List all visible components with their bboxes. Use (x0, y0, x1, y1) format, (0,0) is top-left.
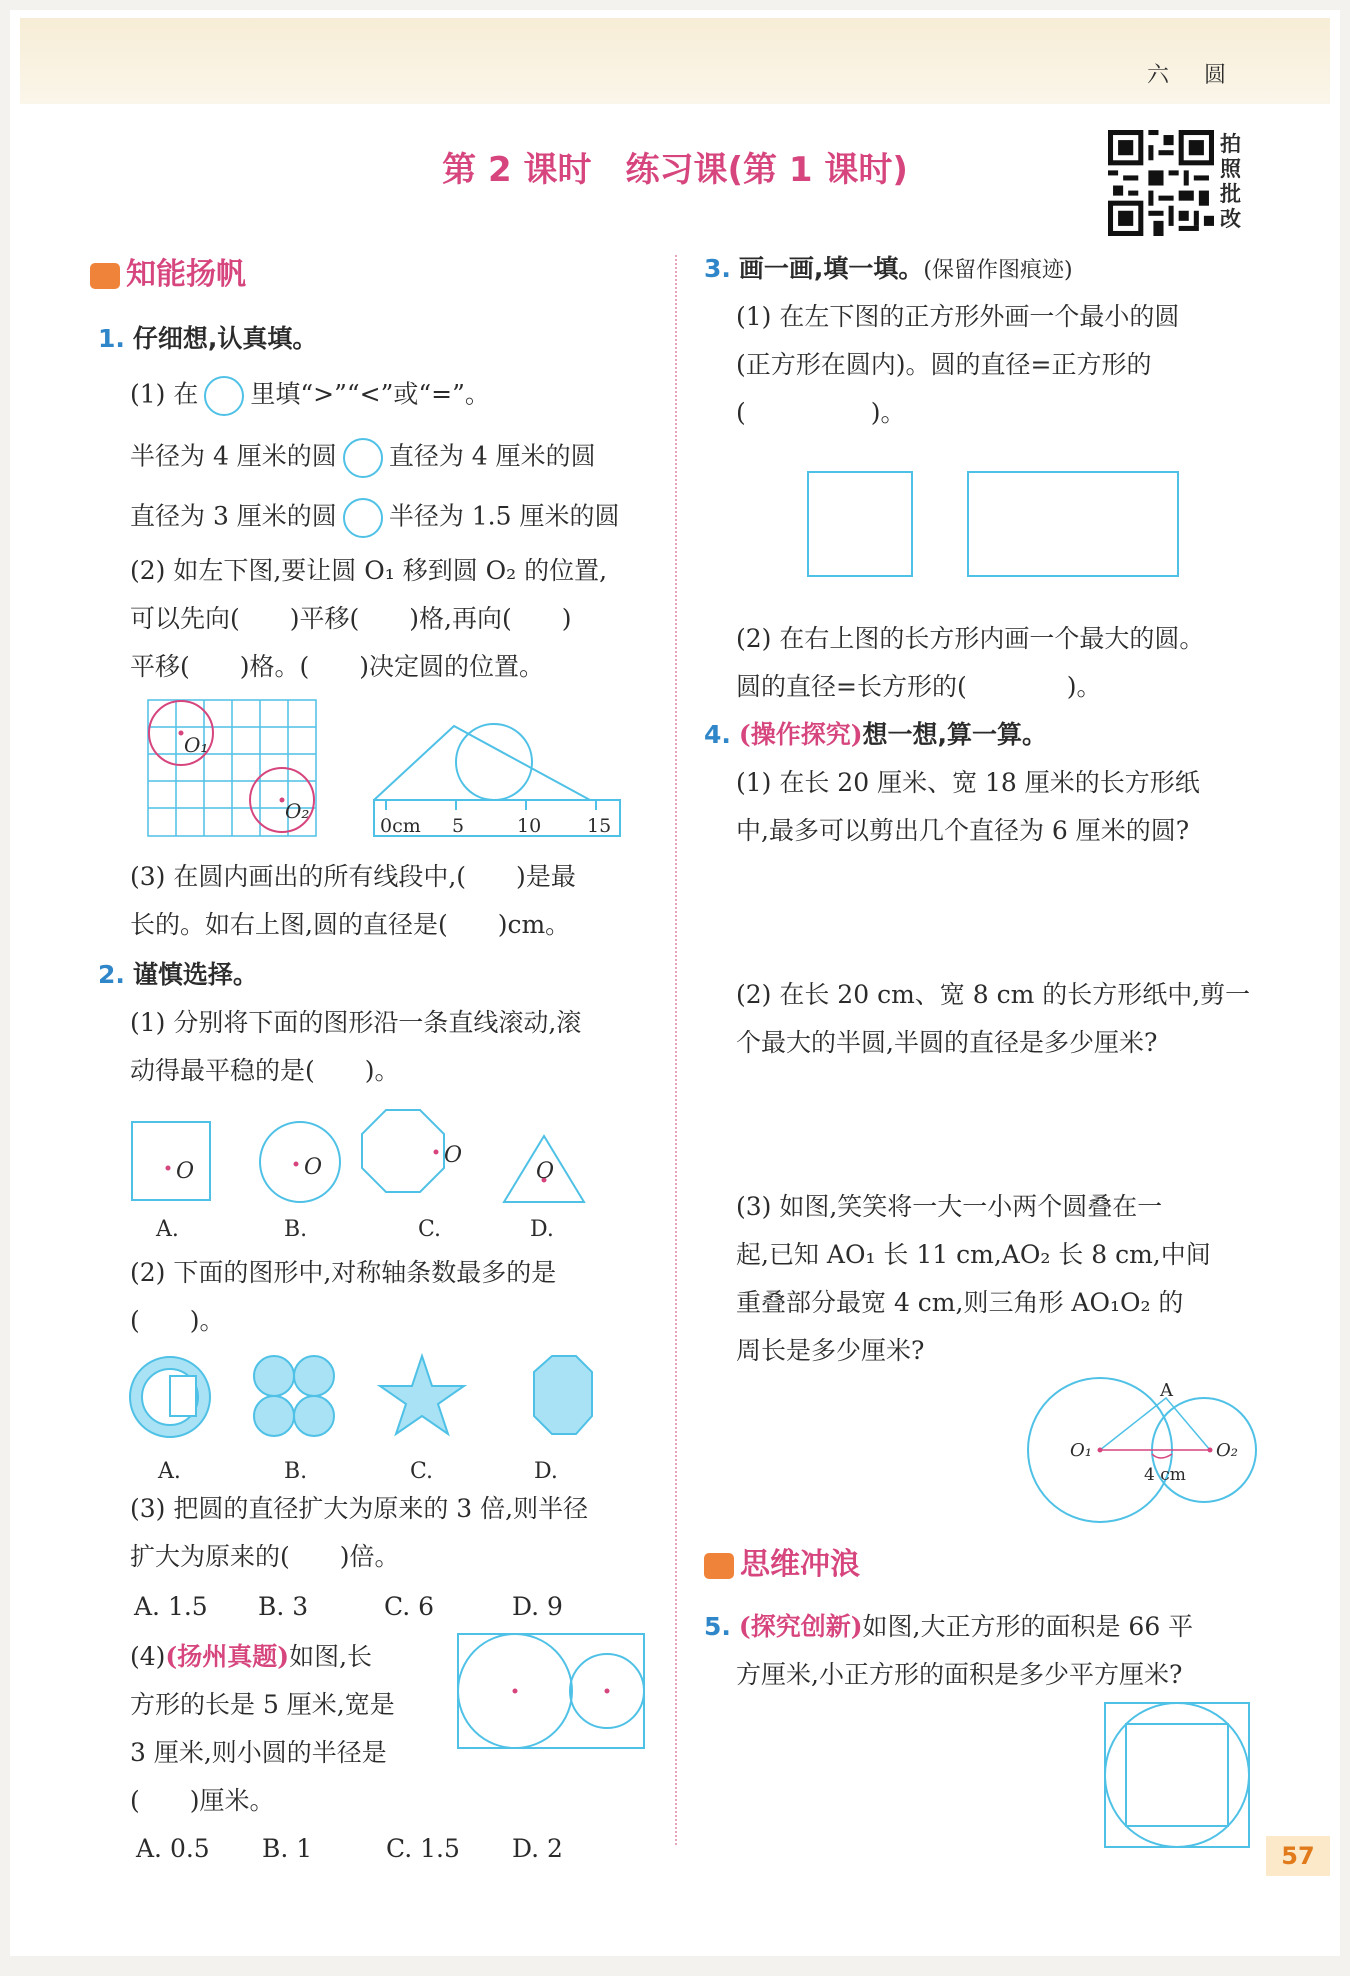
q2-part4-line2: 方形的长是 5 厘米,宽是 (130, 1690, 395, 1719)
compare-answer-circle-1[interactable] (343, 438, 383, 478)
q2-part4-line3: 3 厘米,则小圆的半径是 (130, 1738, 387, 1767)
q4-part3-line1: (3) 如图,笑笑将一大一小两个圆叠在一 (736, 1192, 1163, 1221)
q3-heading: 3. 画一画,填一填。(保留作图痕迹) (704, 254, 1073, 283)
q1-compare-row-1: 半径为 4 厘米的圆 直径为 4 厘米的圆 (130, 438, 596, 478)
compare-answer-circle-2[interactable] (343, 498, 383, 538)
grid-two-circles-figure (148, 700, 318, 840)
q4-part3-line2: 起,已知 AO₁ 长 11 cm,AO₂ 长 8 cm,中间 (736, 1240, 1211, 1269)
page-number: 57 (1266, 1836, 1330, 1876)
ruler-tick-5: 5 (452, 815, 465, 837)
option-d-2: D. (534, 1459, 558, 1484)
q2-part3-option-c[interactable]: C. 6 (384, 1592, 435, 1621)
qr-code-icon[interactable] (1108, 130, 1214, 236)
header-band (20, 18, 1330, 104)
option-b-2: B. (284, 1459, 308, 1484)
label-4cm: 4 cm (1144, 1465, 1186, 1485)
q2-part4-option-b[interactable]: B. 1 (262, 1834, 313, 1863)
label-fig-o1: O₁ (1070, 1440, 1092, 1461)
q2-part3-line1: (3) 把圆的直径扩大为原来的 3 倍,则半径 (130, 1494, 589, 1523)
innovation-tag: (探究创新) (738, 1612, 863, 1641)
q4-part2-line1: (2) 在长 20 cm、宽 8 cm 的长方形纸中,剪一 (736, 980, 1251, 1009)
center-o-c: O (444, 1143, 463, 1168)
q1-part2-line1: (2) 如左下图,要让圆 O₁ 移到圆 O₂ 的位置, (130, 556, 608, 585)
q2-part3-option-b[interactable]: B. 3 (258, 1592, 309, 1621)
q2-part1-line1: (1) 分别将下面的图形沿一条直线滚动,滚 (130, 1008, 582, 1037)
section-siwei-chonglang: 思维冲浪 (704, 1550, 860, 1580)
wave-icon (704, 1553, 734, 1579)
q2-part4-option-c[interactable]: C. 1.5 (386, 1834, 460, 1863)
q4-part2-line2: 个最大的半圆,半圆的直径是多少厘米? (736, 1028, 1158, 1057)
rolling-shapes-figure (128, 1106, 608, 1246)
sail-icon (90, 263, 120, 289)
symmetry-shapes-figure (130, 1352, 610, 1482)
q2-part4-option-d[interactable]: D. 2 (512, 1834, 563, 1863)
page-title: 第 2 课时 练习课(第 1 课时) (442, 150, 908, 190)
label-fig-o2: O₂ (1216, 1440, 1238, 1461)
q4-part3-line4: 周长是多少厘米? (736, 1336, 925, 1365)
circle-on-ruler-figure (372, 718, 622, 840)
q2-part4-line4: ( )厘米。 (130, 1786, 275, 1815)
workbook-page (10, 10, 1340, 1956)
ruler-tick-0: 0cm (380, 815, 421, 837)
center-o-b: O (304, 1155, 323, 1180)
q1-heading: 1. 仔细想,认真填。 (98, 324, 318, 353)
option-c-2: C. (410, 1459, 434, 1484)
q2-part3-line2: 扩大为原来的( )倍。 (130, 1542, 400, 1571)
label-a: A (1160, 1380, 1173, 1401)
option-b: B. (284, 1217, 308, 1242)
rectangle-two-circles-figure (456, 1632, 646, 1752)
q2-part2-line1: (2) 下面的图形中,对称轴条数最多的是 (130, 1258, 557, 1287)
label-o2: O₂ (285, 799, 310, 823)
q3-part2-line1: (2) 在右上图的长方形内画一个最大的圆。 (736, 624, 1205, 653)
q2-part4-option-a[interactable]: A. 0.5 (136, 1834, 210, 1863)
q2-part3-option-d[interactable]: D. 9 (512, 1592, 563, 1621)
q4-part1-line2: 中,最多可以剪出几个直径为 6 厘米的圆? (736, 816, 1190, 845)
q1-part2-line3: 平移( )格。( )决定圆的位置。 (130, 652, 545, 681)
column-divider (675, 255, 677, 1845)
q4-part1-line1: (1) 在长 20 厘米、宽 18 厘米的长方形纸 (736, 768, 1200, 797)
compare-circle-sample (204, 376, 244, 416)
q1-part1-instruction: (1) 在 里填“>”“<”或“=”。 (130, 376, 490, 416)
yangzhou-tag: (扬州真题) (165, 1642, 290, 1671)
q2-part4-line1: (4)(扬州真题)如图,长 (130, 1642, 373, 1671)
q3-part1-line3: ( )。 (736, 398, 906, 427)
q3-part1-line1: (1) 在左下图的正方形外画一个最小的圆 (736, 302, 1180, 331)
center-o-a: O (176, 1159, 195, 1184)
q3-part1-line2: (正方形在圆内)。圆的直径=正方形的 (736, 350, 1152, 379)
option-a-2: A. (158, 1459, 181, 1484)
q2-part2-line2: ( )。 (130, 1306, 225, 1335)
option-d: D. (530, 1217, 554, 1242)
q1-part3-line1: (3) 在圆内画出的所有线段中,( )是最 (130, 862, 576, 891)
center-o-d: O (536, 1159, 555, 1184)
qr-caption: 拍照批改 (1220, 132, 1241, 231)
ruler-tick-15: 15 (587, 815, 612, 837)
option-a: A. (156, 1217, 179, 1242)
square-and-rectangle-figure (806, 470, 1186, 578)
exploration-tag: (操作探究) (738, 720, 863, 749)
q1-part2-line2: 可以先向( )平移( )格,再向( ) (130, 604, 572, 633)
q3-part2-line2: 圆的直径=长方形的( )。 (736, 672, 1102, 701)
ruler-tick-10: 10 (517, 815, 542, 837)
chapter-label: 六 圆 (1147, 63, 1240, 88)
q4-part3-line3: 重叠部分最宽 4 cm,则三角形 AO₁O₂ 的 (736, 1288, 1184, 1317)
square-circle-square-figure (1102, 1700, 1252, 1850)
q2-heading: 2. 谨慎选择。 (98, 960, 258, 989)
q2-part1-line2: 动得最平稳的是( )。 (130, 1056, 400, 1085)
q4-heading: 4. (操作探究)想一想,算一算。 (704, 720, 1048, 749)
section-zhineng-yangfan: 知能扬帆 (90, 260, 246, 290)
option-c: C. (418, 1217, 442, 1242)
q2-part3-option-a[interactable]: A. 1.5 (134, 1592, 208, 1621)
overlapping-circles-figure (1020, 1376, 1260, 1526)
label-o1: O₁ (184, 733, 209, 757)
q5-line2: 方厘米,小正方形的面积是多少平方厘米? (736, 1660, 1183, 1689)
q5-line1: 5. (探究创新)如图,大正方形的面积是 66 平 (704, 1612, 1194, 1641)
q1-compare-row-2: 直径为 3 厘米的圆 半径为 1.5 厘米的圆 (130, 498, 619, 538)
q1-part3-line2: 长的。如右上图,圆的直径是( )cm。 (130, 910, 571, 939)
